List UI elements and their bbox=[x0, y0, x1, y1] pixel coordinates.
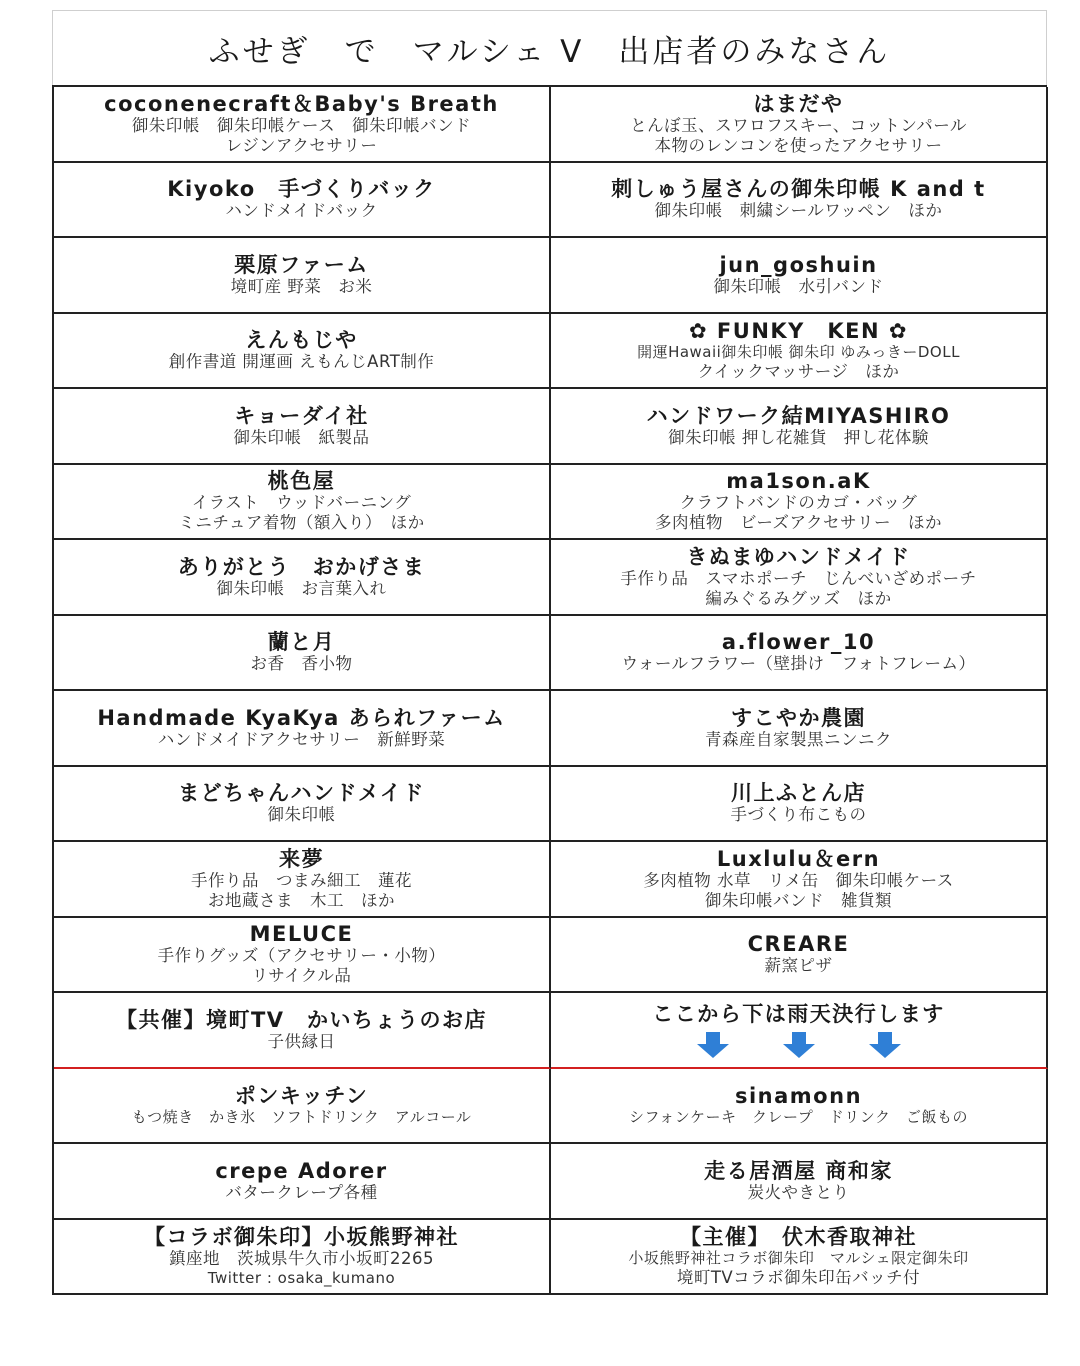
page-title: ふせぎ で マルシェ V 出店者のみなさん bbox=[52, 10, 1047, 85]
vendor-name: 【コラボ御朱印】小坂熊野神社 bbox=[144, 1224, 459, 1249]
vendor-description: 多肉植物 ビーズアクセサリー ほか bbox=[654, 513, 943, 533]
vendor-name: 【主催】 伏木香取神社 bbox=[680, 1224, 917, 1249]
vendor-name: Luxlulu＆ern bbox=[716, 846, 881, 871]
vendor-description: Twitter : osaka_kumano bbox=[207, 1268, 396, 1287]
vendor-name: ✿ FUNKY KEN ✿ bbox=[689, 318, 908, 343]
vendor-name: ma1son.aK bbox=[726, 469, 871, 494]
vendor-cell bbox=[54, 918, 551, 994]
vendor-cell bbox=[551, 993, 1048, 1069]
vendor-description: 鎮座地 茨城県牛久市小坂町2265 bbox=[169, 1248, 434, 1268]
vendor-description: 手作り品 つまみ細工 蓮花 bbox=[191, 870, 412, 890]
vendor-cell bbox=[54, 389, 551, 465]
vendor-description: 御朱印帳 bbox=[267, 805, 336, 825]
vendor-description: ハンドメイドバック bbox=[225, 201, 378, 221]
vendor-description: 多肉植物 水草 リメ缶 御朱印帳ケース bbox=[643, 870, 954, 890]
vendor-grid bbox=[52, 85, 1047, 1295]
vendor-description: 境町TVコラボ御朱印缶バッチ付 bbox=[676, 1267, 921, 1287]
vendor-cell bbox=[54, 238, 551, 314]
vendor-description: 小坂熊野神社コラボ御朱印 マルシェ限定御朱印 bbox=[628, 1248, 969, 1267]
vendor-cell bbox=[551, 87, 1048, 163]
vendor-description: 御朱印帳 押し花雑貨 押し花体験 bbox=[668, 427, 929, 447]
vendor-cell bbox=[551, 616, 1048, 692]
vendor-description: レジンアクセサリー bbox=[225, 135, 378, 155]
vendor-cell bbox=[54, 1220, 551, 1296]
vendor-description: 開運Hawaii御朱印帳 御朱印 ゆみっきーDOLL bbox=[637, 342, 960, 361]
vendor-description: 薪窯ピザ bbox=[764, 956, 833, 976]
vendor-name: crepe Adorer bbox=[215, 1158, 388, 1183]
vendor-cell bbox=[54, 465, 551, 541]
vendor-name: ここから下は雨天決行します bbox=[652, 1001, 945, 1026]
vendor-name: えんもじや bbox=[245, 328, 358, 353]
vendor-description: ハンドメイドアクセサリー 新鮮野菜 bbox=[157, 729, 446, 749]
vendor-cell bbox=[54, 616, 551, 692]
vendor-name: すこやか農園 bbox=[731, 705, 866, 730]
vendor-description: とんぼ玉、スワロフスキー、コットンパール bbox=[630, 115, 967, 135]
vendor-name: sinamonn bbox=[734, 1083, 863, 1108]
down-arrow-icon bbox=[781, 1032, 817, 1058]
vendor-description: ミニチュア着物（額入り） ほか bbox=[178, 513, 425, 533]
vendor-description: 手作り品 スマホポーチ じんべいざめポーチ bbox=[620, 568, 977, 588]
vendor-cell bbox=[551, 163, 1048, 239]
vendor-description: 創作書道 開運画 えもんじART制作 bbox=[168, 352, 435, 372]
vendor-cell bbox=[54, 691, 551, 767]
vendor-description: シフォンケーキ クレープ ドリンク ご飯もの bbox=[629, 1107, 968, 1126]
vendor-name: Handmade KyaKya あられファーム bbox=[97, 705, 506, 730]
vendor-name: 栗原ファーム bbox=[234, 252, 369, 277]
vendor-cell bbox=[54, 1069, 551, 1145]
vendor-description: もつ焼き かき氷 ソフトドリンク アルコール bbox=[131, 1107, 472, 1126]
vendor-cell bbox=[551, 1069, 1048, 1145]
vendor-cell bbox=[54, 767, 551, 843]
vendor-name: 【共催】境町TV かいちょうのお店 bbox=[115, 1007, 488, 1032]
vendor-name: ありがとう おかげさま bbox=[177, 554, 426, 579]
vendor-cell bbox=[54, 1144, 551, 1220]
vendor-description: 御朱印帳 紙製品 bbox=[233, 427, 370, 447]
vendor-cell bbox=[54, 842, 551, 918]
vendor-description: バタークレープ各種 bbox=[225, 1182, 378, 1202]
vendor-cell bbox=[54, 314, 551, 390]
vendor-description: ウォールフラワー（壁掛け フォトフレーム） bbox=[621, 654, 976, 674]
vendor-name: CREARE bbox=[747, 932, 850, 957]
down-arrow-icon bbox=[867, 1032, 903, 1058]
vendor-cell bbox=[551, 389, 1048, 465]
vendor-description: 御朱印帳 水引バンド bbox=[713, 276, 884, 296]
vendor-description: リサイクル品 bbox=[251, 966, 352, 986]
vendor-name: MELUCE bbox=[249, 922, 354, 947]
vendor-description: 御朱印帳 御朱印帳ケース 御朱印帳バンド bbox=[131, 115, 472, 135]
vendor-name: ポンキッチン bbox=[234, 1083, 369, 1108]
vendor-name: ハンドワーク結MIYASHIRO bbox=[646, 403, 951, 428]
vendor-name: 桃色屋 bbox=[267, 469, 336, 494]
vendor-description: 境町産 野菜 お米 bbox=[230, 276, 373, 296]
vendor-cell bbox=[551, 465, 1048, 541]
vendor-cell bbox=[54, 993, 551, 1069]
vendor-description: 本物のレンコンを使ったアクセサリー bbox=[654, 135, 943, 155]
vendor-description: イラスト ウッドバーニング bbox=[191, 493, 412, 513]
vendor-description: 青森産自家製黒ニンニク bbox=[705, 729, 892, 749]
vendor-description: 御朱印帳 お言葉入れ bbox=[216, 578, 387, 598]
vendor-cell bbox=[551, 540, 1048, 616]
vendor-description: 炭火やきとり bbox=[747, 1182, 850, 1202]
vendor-cell bbox=[551, 238, 1048, 314]
vendor-name: はまだや bbox=[753, 91, 844, 116]
vendor-cell bbox=[551, 691, 1048, 767]
vendor-name: 蘭と月 bbox=[267, 630, 336, 655]
vendor-description: 子供縁日 bbox=[267, 1031, 336, 1051]
vendor-cell bbox=[551, 842, 1048, 918]
vendor-description: 御朱印帳 刺繍シールワッペン ほか bbox=[654, 201, 943, 221]
vendor-name: 川上ふとん店 bbox=[731, 781, 866, 806]
vendor-cell bbox=[54, 163, 551, 239]
vendor-list-sheet bbox=[52, 10, 1047, 1295]
vendor-description: 御朱印帳バンド 雑貨類 bbox=[705, 890, 892, 910]
vendor-name: 来夢 bbox=[279, 846, 324, 871]
vendor-name: キョーダイ社 bbox=[234, 403, 369, 428]
vendor-cell bbox=[551, 1220, 1048, 1296]
vendor-name: まどちゃんハンドメイド bbox=[178, 781, 425, 806]
vendor-name: 走る居酒屋 商和家 bbox=[704, 1158, 893, 1183]
vendor-description: 手作りグッズ（アクセサリー・小物） bbox=[157, 946, 446, 966]
vendor-name: coconenecraft＆Baby's Breath bbox=[104, 91, 499, 116]
vendor-description: お香 香小物 bbox=[250, 654, 353, 674]
vendor-cell bbox=[551, 767, 1048, 843]
vendor-description: 編みぐるみグッズ ほか bbox=[705, 588, 892, 608]
down-arrow-icon bbox=[695, 1032, 731, 1058]
vendor-name: きぬまゆハンドメイド bbox=[686, 544, 911, 569]
vendor-cell bbox=[54, 87, 551, 163]
vendor-description: クラフトバンドのカゴ・バッグ bbox=[679, 493, 918, 513]
vendor-name: 刺しゅう屋さんの御朱印帳 K and t bbox=[611, 177, 986, 202]
vendor-cell bbox=[551, 1144, 1048, 1220]
vendor-description: お地蔵さま 木工 ほか bbox=[208, 890, 395, 910]
rain-arrows bbox=[695, 1032, 903, 1058]
vendor-name: Kiyoko 手づくりバック bbox=[167, 177, 436, 202]
vendor-cell bbox=[551, 314, 1048, 390]
vendor-cell bbox=[551, 918, 1048, 994]
vendor-name: jun_goshuin bbox=[719, 252, 878, 277]
vendor-cell bbox=[54, 540, 551, 616]
vendor-description: クイックマッサージ ほか bbox=[697, 361, 900, 381]
vendor-name: a.flower_10 bbox=[721, 630, 876, 655]
vendor-description: 手づくり布こもの bbox=[730, 805, 867, 825]
